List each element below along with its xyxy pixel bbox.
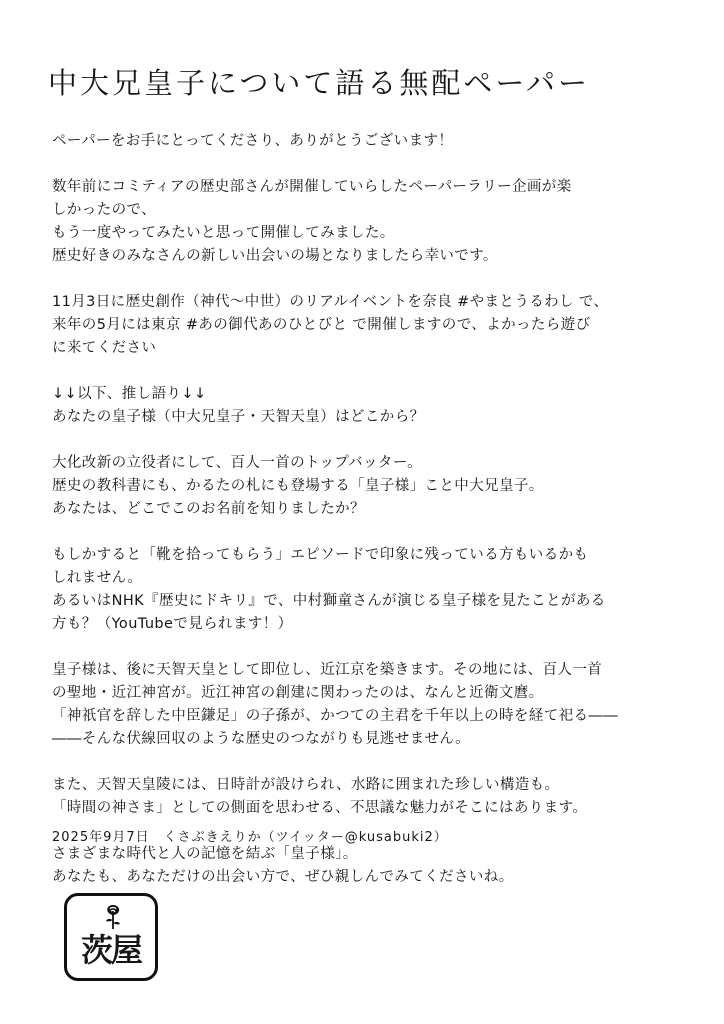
text-line: しかったので、 (52, 202, 157, 218)
circle-stamp (64, 893, 158, 981)
text-line: に来てください (52, 340, 157, 356)
text-line: 大化改新の立役者にして、百人一首のトップバッター。 (52, 455, 423, 471)
text-line: あるいはNHK『歴史にドキリ』で、中村獅童さんが演じる皇子様を見たことがある (52, 593, 606, 609)
text-line: もしかすると「靴を拾ってもらう」エピソードで印象に残っている方もいるかも (52, 547, 589, 563)
body-text (52, 130, 692, 912)
paragraph (52, 774, 692, 820)
paragraph (52, 843, 692, 889)
paragraph (52, 659, 692, 751)
text-line: 来年の5月には東京 #あの御代あのひとびと で開催しますので、よかったら遊び (52, 317, 591, 333)
page-title: 中大兄皇子について語る無配ペーパー (48, 66, 590, 101)
text-line: また、天智天皇陵には、日時計が設けられ、水路に囲まれた珍しい構造も。 (52, 777, 560, 793)
rose-icon (101, 902, 125, 930)
text-line: 歴史の教科書にも、かるたの札にも登場する「皇子様」こと中大兄皇子。 (52, 478, 544, 494)
text-line: 皇子様は、後に天智天皇として即位し、近江京を築きます。その地には、百人一首 (52, 662, 603, 678)
text-line: 方も？（YouTubeで見られます！） (52, 616, 293, 632)
text-line: 「神祇官を辞した中臣鎌足」の子孫が、かつての主君を千年以上の時を経て祀る―― (52, 708, 619, 724)
text-line: 数年前にコミティアの歴史部さんが開催していらしたペーパーラリー企画が楽 (52, 179, 572, 195)
signature-line: 2025年9月7日 くさぶきえりか（ツイッター@kusabuki2） (52, 830, 448, 845)
paragraph (52, 383, 692, 429)
text-line: 「時間の神さま」としての側面を思わせる、不思議な魅力がそこにはあります。 (52, 800, 588, 816)
text-line: しれません。 (52, 570, 143, 586)
paragraph (52, 291, 692, 360)
text-line: 歴史好きのみなさんの新しい出会いの場となりましたら幸いです。 (52, 248, 498, 264)
text-line: あなたの皇子様（中大兄皇子・天智天皇）はどこから？ (52, 409, 425, 425)
text-line: ペーパーをお手にとってくださり、ありがとうございます！ (52, 133, 454, 149)
text-line: ↓↓以下、推し語り↓↓ (52, 386, 207, 402)
text-line: の聖地・近江神宮が。近江神宮の創建に関わったのは、なんと近衛文麿。 (52, 685, 544, 701)
text-line: 11月3日に歴史創作（神代〜中世）のリアルイベントを奈良 #やまとうるわし で、 (52, 294, 609, 310)
text-line: あなたは、どこでこのお名前を知りましたか？ (52, 501, 365, 517)
paragraph (52, 544, 692, 636)
paragraph (52, 130, 692, 153)
text-line: ――そんな伏線回収のような歴史のつながりも見逃せません。 (52, 731, 471, 747)
text-line: あなたも、あなただけの出会い方で、ぜひ親しんでみてくださいね。 (52, 869, 514, 885)
text-line: もう一度やってみたいと思って開催してみました。 (52, 225, 395, 241)
stamp-text: 茨屋 (80, 931, 141, 969)
paragraph (52, 176, 692, 268)
paragraph (52, 452, 692, 521)
text-line: さまざまな時代と人の記憶を結ぶ「皇子様」。 (52, 846, 358, 862)
